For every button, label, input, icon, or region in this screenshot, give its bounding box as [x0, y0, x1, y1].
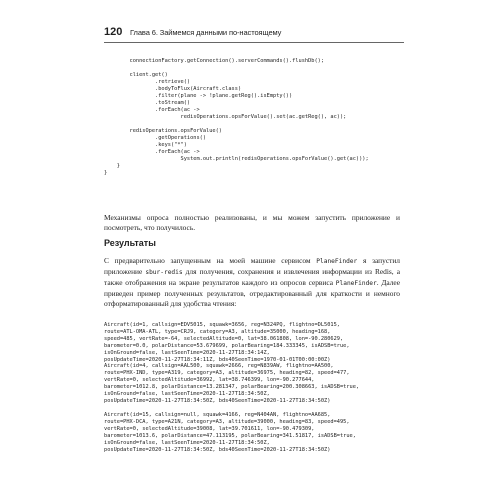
- paragraph-text: . Далее приведен пример полученных результатов, отредактированный для краткости и немного отформатированный для удобства чтения:: [104, 278, 400, 308]
- inline-code-planefinder: PlaneFinder: [335, 280, 377, 287]
- output-block-3: Aircraft(id=15, callsign=null, squawk=4166, reg=N404AN, flightno=AA685, route=PHX-DCA, type=A21N, category=A3, altitude=39000, heading=83, speed=495, vertRate=0, selectedAltitude=39008, lat=39.701611, lon=-90.479309, barometer=1013.6, polarDistance=47.113195, polarBearing=341.51817, isADSB=true, isOnGround=false, lastSeenTime=2020-11-27T18:34:50Z, posUpdateTime=2020-11-27T18:34:50Z, bds40SeenTime=2020-11-27T18:34:50Z): [104, 412, 356, 453]
- code-listing: connectionFactory.getConnection().serverCommands().flushDb(); client.get() .retrieve() .bodyToFlux(Aircraft.class) .filter(plane -> !plane.getReg().isEmpty()) .toStream() .forEach(ac -> redisOperations.opsForValue().set(ac.getReg(), ac)); redisOperations.opsForValue() .getOperations() .keys("*") .forEach(ac -> System.out.println(redisOperations.opsForValue().get(ac))); } }: [104, 58, 369, 176]
- section-title: Результаты: [104, 238, 156, 248]
- paragraph-text: для получения, сохранения и извлечения информации из Redis, а также отображения на экране результатов каждого из опросов сервиса: [104, 267, 400, 287]
- chapter-title: Глава 6. Займемся данными по-настоящему: [130, 28, 282, 37]
- header-rule: [104, 42, 404, 43]
- paragraph-results-intro: [104, 256, 400, 309]
- paragraph-text: С предварительно запущенным на моей машине сервисом: [104, 256, 317, 265]
- page-number: 120: [104, 26, 123, 38]
- page-header: [104, 26, 404, 42]
- paragraph-polling-done: Механизмы опроса полностью реализованы, и мы можем запустить приложение и посмотреть, что получилось.: [104, 213, 400, 232]
- paragraph-text: я запустил приложение: [104, 256, 400, 276]
- output-block-1: Aircraft(id=1, callsign=EDV5015, squawk=3656, reg=N324PQ, flightno=DL5015, route=ATL-OMA-ATL, type=CRJ9, category=A3, altitude=35000, heading=168, speed=485, vertRate=-64, selectedAltitude=0, lat=38.061808, lon=-90.280629, barometer=0.0, polarDistance=53.679699, polarBearing=184.333345, isADSB=true, isOnGround=false, lastSeenTime=2020-11-27T18:34:14Z, posUpdateTime=2020-11-27T18:34:11Z, bds40SeenTime=1970-01-01T00:00:00Z): [104, 322, 350, 363]
- inline-code-planefinder: PlaneFinder: [316, 258, 358, 265]
- output-block-2: Aircraft(id=4, callsign=AAL500, squawk=2666, reg=N839AW, flightno=AA500, route=PHX-IND, type=A319, category=A3, altitude=36975, heading=82, speed=477, vertRate=0, selectedAltitude=36992, lat=38.746399, lon=-90.277644, barometer=1012.8, polarDistance=13.281347, polarBearing=200.308663, isADSB=true, isOnGround=false, lastSeenTime=2020-11-27T18:34:50Z, posUpdateTime=2020-11-27T18:34:50Z, bds40SeenTime=2020-11-27T18:34:50Z): [104, 363, 360, 404]
- inline-code-sbur-redis: sbur-redis: [145, 269, 183, 276]
